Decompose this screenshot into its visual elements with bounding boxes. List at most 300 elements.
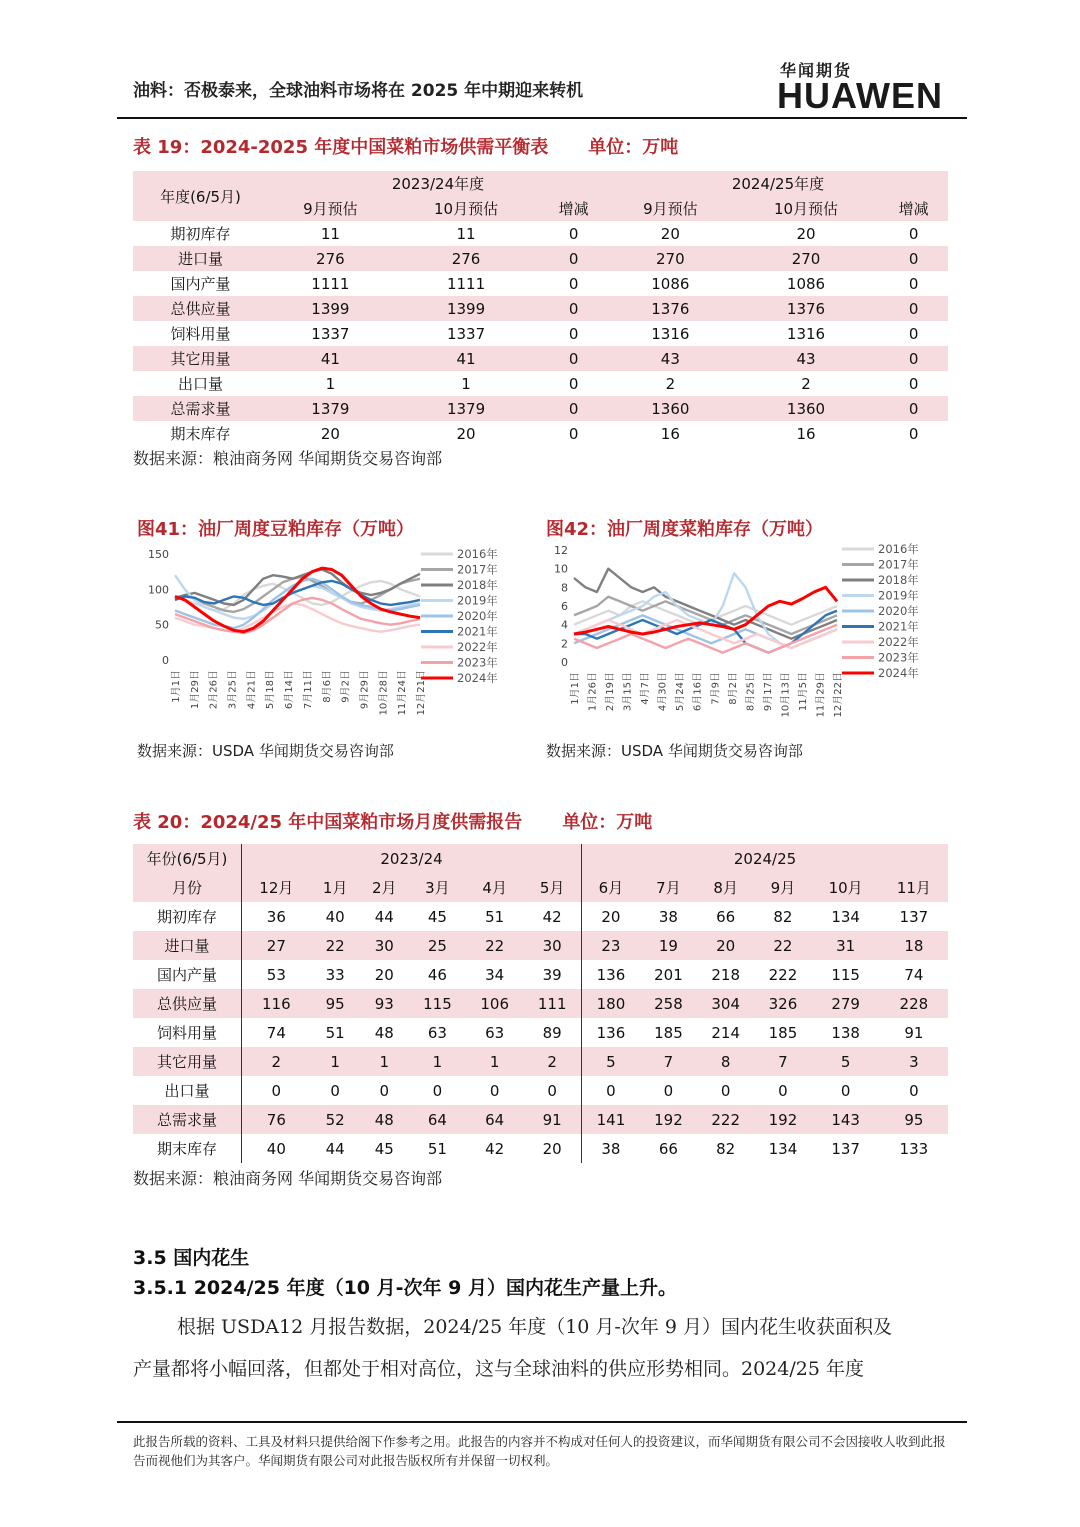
row-label: 其它用量 (133, 346, 268, 371)
x-tick-label: 8月25日 (745, 672, 757, 712)
x-tick-label: 4月30日 (657, 672, 669, 712)
table-row (133, 1134, 948, 1163)
table19-group1: 2023/24年度 (268, 171, 608, 196)
table20-row-header1: 年份(6/5月) (133, 844, 242, 873)
table-cell: 1316 (651, 324, 690, 343)
table20-unit: 单位：万吨 (562, 812, 653, 833)
table20-month-header: 4月 (466, 873, 523, 902)
x-tick-label: 11月24日 (397, 670, 409, 716)
table-cell: 270 (608, 246, 733, 271)
table-cell: 18 (880, 931, 948, 960)
table-cell: 0 (908, 274, 919, 293)
table-cell: 279 (812, 989, 880, 1018)
series-line-2018年 (175, 570, 420, 605)
table-cell: 326 (754, 989, 811, 1018)
row-label: 其它用量 (133, 1047, 242, 1076)
legend-label: 2020年 (878, 604, 919, 618)
table-row (133, 246, 948, 271)
row-label: 期末库存 (133, 1134, 242, 1163)
table-cell: 138 (831, 1023, 860, 1042)
table-cell: 1399 (268, 296, 393, 321)
table-cell: 134 (768, 1139, 798, 1158)
table-row (133, 960, 948, 989)
table-cell: 1376 (608, 296, 733, 321)
table-cell: 66 (658, 1139, 678, 1158)
row-label: 总供应量 (133, 296, 268, 321)
table-cell: 20 (601, 907, 621, 926)
table-cell: 0 (568, 374, 579, 393)
series-line-2024年 (574, 587, 837, 634)
row-label: 总需求量 (133, 396, 268, 421)
table-cell: 222 (697, 1105, 754, 1134)
table20-month-header: 3月 (409, 873, 466, 902)
table-row (133, 296, 948, 321)
row-label: 饲料用量 (170, 325, 231, 343)
table-cell: 42 (523, 902, 581, 931)
table20-group1: 2023/24 (242, 844, 582, 873)
table20-caption (133, 808, 652, 834)
table-cell: 0 (606, 1081, 616, 1100)
table-cell: 115 (409, 989, 466, 1018)
row-label: 国内产量 (133, 960, 242, 989)
table19-title: 表 19：2024-2025 年度中国菜粕市场供需平衡表 (133, 137, 549, 158)
x-tick-label: 7月9日 (710, 672, 722, 705)
table-cell: 20 (660, 224, 680, 243)
table-cell: 22 (754, 931, 811, 960)
report-title: 油料：否极泰来，全球油料市场将在 2025 年中期迎来转机 (133, 81, 584, 101)
table-row (133, 989, 948, 1018)
table-cell: 0 (330, 1081, 340, 1100)
table-cell: 40 (266, 1139, 286, 1158)
x-tick-label: 6月14日 (284, 670, 296, 710)
legend-label: 2016年 (878, 542, 919, 556)
legend-label: 2016年 (457, 547, 498, 561)
table-cell: 0 (663, 1081, 674, 1100)
x-tick-label: 1月1日 (570, 672, 581, 705)
table-row (133, 1076, 948, 1105)
y-tick-label: 10 (554, 562, 568, 576)
table-cell: 34 (485, 965, 505, 984)
y-tick-label: 4 (561, 618, 568, 632)
table-cell: 141 (582, 1105, 640, 1134)
table-cell: 41 (268, 346, 393, 371)
table-cell: 1379 (393, 396, 540, 421)
table-cell: 1337 (446, 324, 486, 343)
table-cell: 44 (325, 1139, 345, 1158)
table-cell: 304 (697, 989, 754, 1018)
y-tick-label: 0 (561, 656, 568, 669)
table-cell: 45 (427, 907, 447, 926)
table19 (133, 171, 948, 446)
table-cell: 0 (778, 1081, 788, 1100)
x-tick-label: 5月18日 (265, 670, 277, 710)
x-tick-label: 4月21日 (246, 670, 258, 710)
header-divider (117, 117, 967, 119)
table-cell: 0 (568, 324, 579, 343)
x-tick-label: 7月11日 (302, 670, 314, 710)
table-cell: 25 (409, 931, 466, 960)
table-cell: 270 (733, 246, 880, 271)
table-cell: 276 (393, 246, 540, 271)
table-cell: 31 (812, 931, 880, 960)
table-cell: 36 (266, 907, 286, 926)
x-tick-label: 3月15日 (622, 672, 634, 712)
table19-col-header: 9月预估 (268, 196, 393, 221)
table-cell: 201 (654, 965, 683, 984)
row-label: 出口量 (177, 375, 223, 393)
row-label: 总供应量 (133, 989, 242, 1018)
table20-month-header: 2月 (360, 873, 409, 902)
x-tick-label: 9月17日 (762, 672, 774, 712)
table-cell: 48 (360, 1105, 409, 1134)
table20-month-header: 11月 (880, 873, 948, 902)
table-cell: 1 (360, 1047, 409, 1076)
table-cell: 137 (831, 1139, 860, 1158)
table-cell: 93 (360, 989, 409, 1018)
table19-row-header: 年度(6/5月) (133, 171, 268, 221)
table-cell: 38 (658, 907, 678, 926)
legend-label: 2023年 (878, 650, 919, 665)
x-tick-label: 11月5日 (797, 672, 809, 712)
x-tick-label: 6月16日 (692, 672, 704, 712)
row-label: 期末库存 (170, 425, 231, 443)
table-cell: 0 (908, 424, 919, 443)
table-row (133, 221, 948, 246)
table-row (133, 396, 948, 421)
table-cell: 1 (311, 1047, 360, 1076)
table-cell: 22 (466, 931, 523, 960)
footer-disclaimer: 此报告所载的资料、工具及材料只提供给阁下作参考之用。此报告的内容并不构成对任何人的投资建议，而华闻期货有限公司不会因接收人收到此报告而视他们为其客户。华闻期货有限公司对此报告版权所有并保留一切权利。 (133, 1434, 946, 1468)
table-cell: 42 (485, 1139, 505, 1158)
x-tick-label: 1月26日 (587, 672, 599, 712)
table20 (133, 844, 948, 1163)
table-cell: 133 (899, 1139, 929, 1158)
table19-source: 数据来源：粮油商务网 华闻期货交易咨询部 (133, 449, 443, 468)
x-tick-label: 8月6日 (321, 670, 333, 703)
table-cell: 0 (539, 246, 608, 271)
chart42-title: 图42：油厂周度菜粕库存（万吨） (546, 519, 824, 540)
legend-label: 2024年 (457, 671, 498, 685)
table-cell: 89 (523, 1018, 581, 1047)
table20-month-header: 12月 (242, 873, 311, 902)
legend-label: 2021年 (878, 619, 919, 634)
table-cell: 0 (539, 296, 608, 321)
table-row (133, 1047, 948, 1076)
table-cell: 258 (640, 989, 697, 1018)
table20-month-header: 10月 (812, 873, 880, 902)
table-cell: 1 (461, 374, 471, 393)
legend-label: 2022年 (457, 640, 498, 654)
table-cell: 20 (320, 424, 340, 443)
table-cell: 11 (320, 224, 340, 243)
table-cell: 8 (697, 1047, 754, 1076)
legend-label: 2017年 (878, 557, 919, 572)
table-row (133, 931, 948, 960)
legend-label: 2018年 (878, 573, 919, 587)
table-cell: 0 (879, 296, 948, 321)
table-cell: 40 (325, 907, 345, 926)
table-cell: 0 (908, 324, 919, 343)
y-tick-label: 50 (155, 618, 169, 632)
row-label: 出口量 (133, 1076, 242, 1105)
table-cell: 214 (711, 1023, 740, 1042)
x-tick-label: 10月13日 (780, 672, 792, 718)
table-cell: 20 (796, 224, 816, 243)
table-cell: 27 (242, 931, 311, 960)
table-cell: 53 (266, 965, 286, 984)
table-cell: 48 (374, 1023, 394, 1042)
y-tick-label: 8 (561, 581, 568, 595)
table20-month-header: 6月 (582, 873, 640, 902)
table-cell: 1 (466, 1047, 523, 1076)
table-cell: 1111 (311, 274, 350, 293)
table-cell: 20 (456, 424, 476, 443)
table-cell: 1337 (311, 324, 350, 343)
table-cell: 0 (908, 224, 919, 243)
table19-col-header: 增减 (539, 196, 608, 221)
table20-source: 数据来源：粮油商务网 华闻期货交易咨询部 (133, 1169, 443, 1188)
row-label: 期初库存 (133, 902, 242, 931)
table-cell: 1 (325, 374, 336, 393)
table-cell: 1360 (608, 396, 733, 421)
table-cell: 16 (660, 424, 680, 443)
x-tick-label: 4月7日 (640, 672, 652, 705)
row-label: 总需求量 (133, 1105, 242, 1134)
table-cell: 7 (640, 1047, 697, 1076)
table-row (133, 1018, 948, 1047)
table-cell: 0 (840, 1081, 851, 1100)
x-tick-label: 9月29日 (359, 670, 371, 710)
y-tick-label: 0 (162, 654, 169, 667)
table-cell: 1399 (393, 296, 540, 321)
table-cell: 1086 (786, 274, 826, 293)
table-cell: 185 (768, 1023, 798, 1042)
table-cell: 95 (880, 1105, 948, 1134)
table-cell: 51 (427, 1139, 447, 1158)
footer-divider (117, 1421, 967, 1423)
table-cell: 0 (539, 396, 608, 421)
section-heading: 3.5 国内花生 (133, 1247, 250, 1269)
table-cell: 111 (523, 989, 581, 1018)
table-cell: 22 (311, 931, 360, 960)
subsection-heading: 3.5.1 2024/25 年度（10 月-次年 9 月）国内花生产量上升。 (133, 1277, 677, 1299)
table19-col-header: 增减 (879, 196, 948, 221)
legend-label: 2017年 (457, 562, 498, 577)
row-label: 期初库存 (170, 225, 231, 243)
table-cell: 106 (466, 989, 523, 1018)
table-cell: 0 (523, 1076, 581, 1105)
table-cell: 63 (427, 1023, 447, 1042)
table-cell: 0 (489, 1081, 500, 1100)
table-cell: 1316 (786, 324, 826, 343)
table-cell: 7 (754, 1047, 811, 1076)
x-tick-label: 12月21日 (416, 670, 427, 716)
table-cell: 222 (768, 965, 798, 984)
x-tick-label: 10月28日 (378, 670, 390, 716)
x-tick-label: 12月22日 (833, 672, 844, 718)
table-row (133, 421, 948, 446)
table-cell: 82 (716, 1139, 736, 1158)
table20-title: 表 20：2024/25 年中国菜粕市场月度供需报告 (133, 812, 523, 833)
row-label: 国内产量 (170, 275, 231, 293)
x-tick-label: 9月2日 (340, 670, 352, 703)
table-cell: 2 (665, 374, 676, 393)
table-row (133, 271, 948, 296)
chart41-soybean-meal-inventory (133, 542, 513, 722)
table-cell: 38 (601, 1139, 621, 1158)
table19-unit: 单位：万吨 (588, 137, 679, 158)
table-cell: 82 (773, 907, 793, 926)
row-label: 饲料用量 (133, 1018, 242, 1047)
table-cell: 0 (568, 224, 579, 243)
table20-month-header: 9月 (754, 873, 811, 902)
table-cell: 276 (268, 246, 393, 271)
legend-label: 2018年 (457, 578, 498, 592)
table-cell: 192 (754, 1105, 811, 1134)
table-cell: 0 (720, 1081, 731, 1100)
table-cell: 41 (393, 346, 540, 371)
table-cell: 1376 (733, 296, 880, 321)
table-cell: 0 (908, 374, 919, 393)
table20-month-header: 5月 (523, 873, 581, 902)
chart42-source: 数据来源：USDA 华闻期货交易咨询部 (546, 742, 803, 760)
table-cell: 1 (409, 1047, 466, 1076)
table-cell: 91 (904, 1023, 924, 1042)
table-cell: 46 (427, 965, 447, 984)
table-cell: 74 (266, 1023, 286, 1042)
legend-label: 2020年 (457, 609, 498, 623)
y-tick-label: 100 (148, 583, 169, 597)
chart41-source: 数据来源：USDA 华闻期货交易咨询部 (137, 742, 394, 760)
table-cell: 0 (879, 346, 948, 371)
table-cell: 20 (374, 965, 394, 984)
x-tick-label: 11月29日 (815, 672, 827, 718)
table-cell: 30 (360, 931, 409, 960)
table-cell: 136 (596, 1023, 626, 1042)
table19-caption (133, 133, 678, 159)
table-cell: 74 (904, 965, 924, 984)
table-cell: 0 (379, 1081, 390, 1100)
table-cell: 2 (801, 374, 811, 393)
table-cell: 64 (409, 1105, 466, 1134)
table-cell: 5 (582, 1047, 640, 1076)
table-cell: 95 (311, 989, 360, 1018)
logo-english: HUAWEN (777, 75, 943, 116)
y-tick-label: 12 (554, 544, 568, 557)
table-cell: 0 (879, 246, 948, 271)
table-cell: 51 (325, 1023, 345, 1042)
table19-group2: 2024/25年度 (608, 171, 948, 196)
chart41-title: 图41：油厂周度豆粕库存（万吨） (137, 519, 415, 540)
table-cell: 143 (812, 1105, 880, 1134)
chart42-rapeseed-meal-inventory (540, 542, 935, 722)
legend-label: 2019年 (457, 593, 498, 608)
table-row (133, 902, 948, 931)
x-tick-label: 5月24日 (675, 672, 687, 712)
table-cell: 0 (879, 396, 948, 421)
y-tick-label: 6 (561, 600, 568, 613)
table-cell: 116 (242, 989, 311, 1018)
table-cell: 3 (880, 1047, 948, 1076)
table-cell: 76 (242, 1105, 311, 1134)
table-cell: 11 (456, 224, 476, 243)
table-cell: 136 (596, 965, 626, 984)
table-cell: 180 (582, 989, 640, 1018)
table-cell: 43 (608, 346, 733, 371)
table-row (133, 346, 948, 371)
table19-col-header: 10月预估 (733, 196, 880, 221)
table-cell: 192 (640, 1105, 697, 1134)
table-cell: 63 (485, 1023, 505, 1042)
table-cell: 19 (640, 931, 697, 960)
y-tick-label: 150 (148, 548, 169, 561)
table-row (133, 1105, 948, 1134)
table-cell: 30 (523, 931, 581, 960)
table20-month-header: 1月 (311, 873, 360, 902)
x-tick-label: 2月26日 (208, 670, 220, 710)
x-tick-label: 1月1日 (171, 670, 182, 703)
legend-label: 2022年 (878, 635, 919, 649)
table-cell: 0 (271, 1081, 282, 1100)
table-row (133, 321, 948, 346)
table-cell: 0 (568, 424, 579, 443)
legend-label: 2021年 (457, 624, 498, 639)
table-cell: 52 (311, 1105, 360, 1134)
table-cell: 20 (697, 931, 754, 960)
paragraph-line-1: 根据 USDA12 月报告数据，2024/25 年度（10 月-次年 9 月）国内花生收获面积及 (177, 1316, 893, 1338)
table-cell: 1086 (651, 274, 690, 293)
table-cell: 0 (539, 346, 608, 371)
table-cell: 64 (466, 1105, 523, 1134)
table-cell: 2 (242, 1047, 311, 1076)
table-cell: 1379 (268, 396, 393, 421)
x-tick-label: 3月25日 (227, 670, 239, 710)
y-tick-label: 2 (561, 637, 568, 651)
table20-row-header2: 月份 (133, 873, 242, 902)
table-cell: 228 (880, 989, 948, 1018)
table-cell: 39 (523, 960, 581, 989)
table-cell: 43 (733, 346, 880, 371)
table-cell: 115 (831, 965, 860, 984)
table-cell: 66 (716, 907, 736, 926)
table-cell: 134 (831, 907, 860, 926)
table20-group2: 2024/25 (582, 844, 948, 873)
table20-month-header: 7月 (640, 873, 697, 902)
table19-col-header: 10月预估 (393, 196, 540, 221)
table-cell: 91 (523, 1105, 581, 1134)
table-cell: 0 (568, 274, 579, 293)
logo-chinese: 华闻期货 (780, 61, 853, 80)
table19-col-header: 9月预估 (608, 196, 733, 221)
table-cell: 0 (909, 1081, 919, 1100)
table-cell: 218 (711, 965, 740, 984)
table-cell: 5 (812, 1047, 880, 1076)
row-label: 进口量 (133, 246, 268, 271)
table-cell: 33 (325, 965, 345, 984)
table-cell: 44 (374, 907, 394, 926)
table20-month-header: 8月 (697, 873, 754, 902)
table-cell: 0 (432, 1081, 443, 1100)
table-cell: 23 (582, 931, 640, 960)
legend-label: 2019年 (878, 588, 919, 603)
legend-label: 2023年 (457, 655, 498, 670)
table-cell: 45 (374, 1139, 394, 1158)
table-cell: 1360 (733, 396, 880, 421)
x-tick-label: 2月19日 (605, 672, 617, 712)
table-row (133, 371, 948, 396)
table-cell: 16 (796, 424, 816, 443)
table-cell: 1111 (446, 274, 486, 293)
